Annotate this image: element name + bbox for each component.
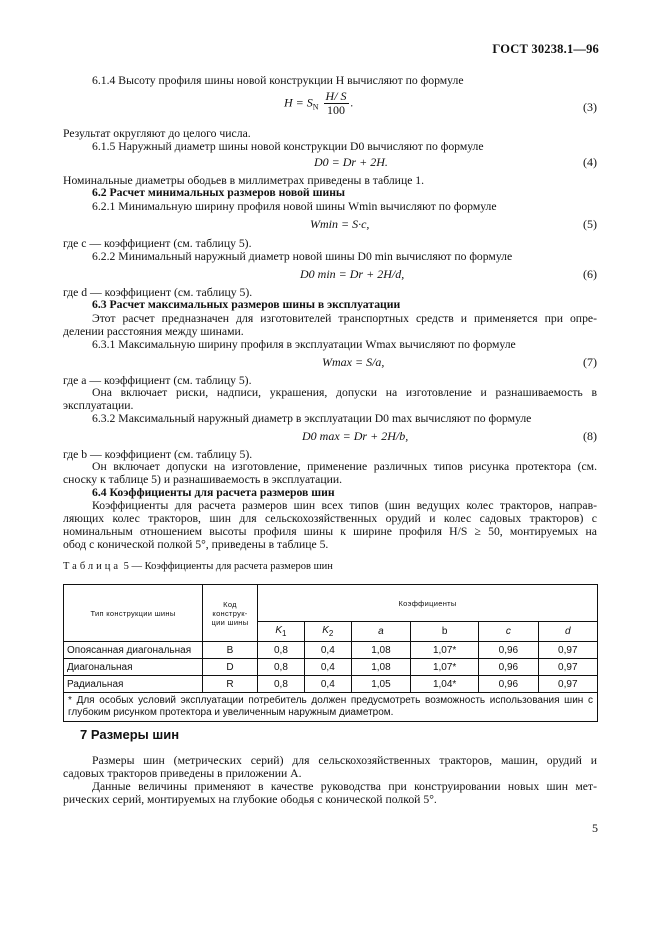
para-6-3-1: 6.3.1 Максимальную ширину профиля в эксплуатации Wmax вычисляют по формуле	[92, 338, 516, 351]
coef-b-note: где b — коэффициент (см. таблицу 5).	[63, 448, 253, 461]
section-7-title: 7 Размеры шин	[80, 727, 180, 742]
cell: 1,07*	[411, 642, 479, 659]
coef-a-note: где a — коэффициент (см. таблицу 5).	[63, 374, 252, 387]
includes-line1: Она включает риски, надписи, украшения, допуски на изготовление и разнашиваемость в	[92, 386, 597, 399]
para-6-3-line1: Этот расчет предназначен для изготовителей транспортных средств и применяется при опре-	[92, 312, 597, 325]
cell: 1,08	[351, 642, 410, 659]
section-7-line3: Данные величины применяют в качестве руководства при конструировании новых шин мет-	[92, 780, 597, 793]
cell: 0,8	[258, 642, 305, 659]
header-coefficients: Коэффициенты	[258, 585, 598, 622]
eq-number-3: (3)	[583, 100, 597, 114]
coef-d-note: где d — коэффициент (см. таблицу 5).	[63, 286, 253, 299]
cell: 1,07*	[411, 659, 479, 676]
formula-4: D0 = Dr + 2H.	[314, 155, 388, 169]
row-code: B	[203, 642, 258, 659]
formula-5: Wmin = S·c,	[310, 217, 370, 231]
heading-6-3: 6.3 Расчет максимальных размеров шины в эксплуатации	[92, 298, 401, 311]
section-7-line1: Размеры шин (метрических серий) для сельскохозяйственных тракторов, машин, орудий и	[92, 754, 597, 767]
table-row	[64, 642, 598, 659]
page-number: 5	[592, 821, 598, 835]
cell: 0,97	[538, 642, 597, 659]
eq-number-8: (8)	[583, 429, 597, 443]
cell: 1,08	[351, 659, 410, 676]
col-header: c	[479, 622, 538, 642]
eq-number-5: (5)	[583, 217, 597, 231]
col-header: $K_1$	[258, 622, 305, 642]
cell: 0,96	[479, 659, 538, 676]
cell: 0,97	[538, 659, 597, 676]
cell: 1,04*	[411, 676, 479, 693]
rounding-note: Результат округляют до целого числа.	[63, 127, 251, 140]
table-caption: Таблица 5 — Коэффициенты для расчета размеров шин	[63, 561, 333, 572]
heading-6-4: 6.4 Коэффициенты для расчета размеров шин	[92, 486, 335, 499]
eq-number-7: (7)	[583, 355, 597, 369]
heading-6-2: 6.2 Расчет минимальных размеров новой шины	[92, 186, 346, 199]
formula-3: $H = S_N$ $\frac{H/ S}{100}$ .	[284, 89, 354, 117]
col-header: d	[538, 622, 597, 642]
para-6-3-line2: делении расстояния между шинами.	[63, 325, 244, 338]
row-type: Диагональная	[64, 659, 203, 676]
col-header: $K_2$	[304, 622, 351, 642]
para-6-2-2: 6.2.2 Минимальный наружный диаметр новой шины D0 min вычисляют по формуле	[92, 250, 513, 263]
row-type: Опоясанная диагональная	[64, 642, 203, 659]
row-type: Радиальная	[64, 676, 203, 693]
cell: 0,96	[479, 676, 538, 693]
para-6-1-5: 6.1.5 Наружный диаметр шины новой конструкции D0 вычисляют по формуле	[92, 140, 484, 153]
table-footnote: * Для особых условий эксплуатации потребитель должен предусмотреть возможность использования шин с глубоким рисунком протектора и увеличенным наружным диаметром.	[64, 693, 598, 722]
row-code: R	[203, 676, 258, 693]
standard-header: ГОСТ 30238.1—96	[492, 42, 599, 56]
section-7-line4: рических серий, монтируемых на глубокие ободья с конической полкой 5°.	[63, 793, 437, 806]
eq-number-4: (4)	[583, 155, 597, 169]
tolerance-line1: Он включает допуски на изготовление, применение различных типов рисунка протектора (см.	[92, 460, 597, 473]
row-code: D	[203, 659, 258, 676]
eq-number-6: (6)	[583, 267, 597, 281]
cell: 0,96	[479, 642, 538, 659]
coefficients-table	[63, 584, 598, 722]
coefficients-line2: ляющих колес тракторов, шин для сельскохозяйственных орудий и колес садовых тракторов) с	[63, 512, 597, 525]
formula-8: D0 max = Dr + 2H/b,	[302, 429, 409, 443]
coefficients-line4: обод с конической полкой 5°, приведены в таблице 5.	[63, 538, 329, 551]
col-header: b	[411, 622, 479, 642]
cell: 0,8	[258, 676, 305, 693]
para-6-3-2: 6.3.2 Максимальный наружный диаметр в эксплуатации D0 max вычисляют по формуле	[92, 412, 532, 425]
cell: 0,4	[304, 659, 351, 676]
rim-diameters-note: Номинальные диаметры ободьев в миллиметрах приведены в таблице 1.	[63, 174, 425, 187]
cell: 0,4	[304, 676, 351, 693]
para-6-1-4: 6.1.4 Высоту профиля шины новой конструкции H вычисляют по формуле	[92, 74, 464, 87]
includes-line2: эксплуатации.	[63, 399, 134, 412]
tolerance-line2: сноску к таблице 5) и разнашиваемость в эксплуатации.	[63, 473, 342, 486]
cell: 0,8	[258, 659, 305, 676]
para-6-2-1: 6.2.1 Минимальную ширину профиля новой шины Wmin вычисляют по формуле	[92, 200, 497, 213]
header-tire-type: Тип конструкции шины	[64, 585, 203, 642]
formula-6: D0 min = Dr + 2H/d,	[300, 267, 405, 281]
coefficients-line1: Коэффициенты для расчета размеров шин всех типов (шин ведущих колес тракторов, направ-	[92, 499, 597, 512]
cell: 1,05	[351, 676, 410, 693]
cell: 0,4	[304, 642, 351, 659]
col-header: a	[351, 622, 410, 642]
cell: 0,97	[538, 676, 597, 693]
formula-7: Wmax = S/a,	[322, 355, 385, 369]
section-7-line2: садовых тракторов приведены в приложении А.	[63, 767, 302, 780]
header-code: Код конструк-ции шины	[203, 585, 258, 642]
coef-c-note: где c — коэффициент (см. таблицу 5).	[63, 237, 252, 250]
table-row	[64, 676, 598, 693]
coefficients-line3: номинальным отношением высоты профиля шины к ширине профиля H/S ≥ 50, монтируемых на	[63, 525, 597, 538]
table-row	[64, 659, 598, 676]
